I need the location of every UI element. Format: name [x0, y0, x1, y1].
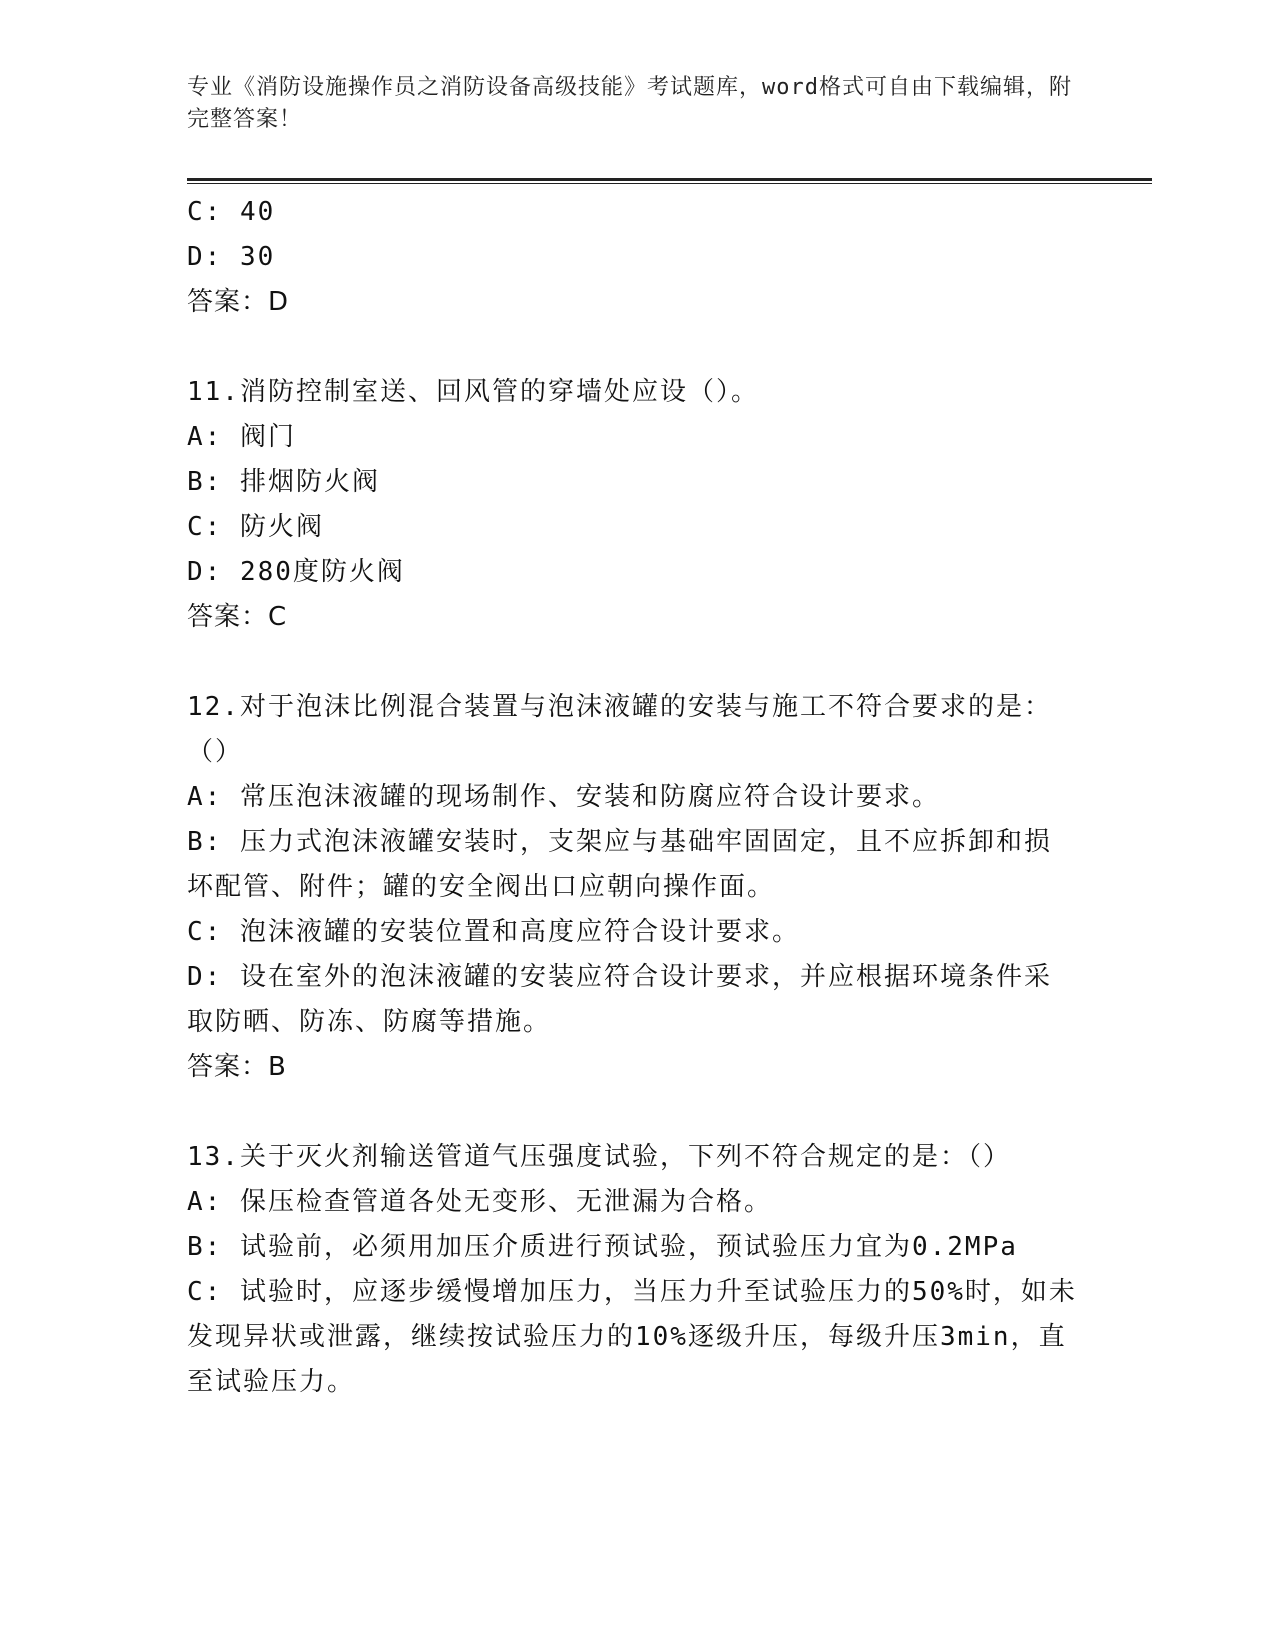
option-a: A: 阀门 [187, 422, 296, 452]
spacer [187, 640, 1077, 685]
option-c: C: 40 [187, 197, 276, 227]
option-d: D: 280度防火阀 [187, 557, 405, 587]
header-divider-thin [187, 183, 1152, 184]
answer-line: 答案：D [187, 287, 290, 317]
answer-line: 答案：B [187, 1052, 287, 1082]
header-text: 专业《消防设施操作员之消防设备高级技能》考试题库，word格式可自由下载编辑，附完整答案！ [187, 75, 1072, 132]
option-b: B: 排烟防火阀 [187, 467, 380, 497]
option-a: A: 常压泡沫液罐的现场制作、安装和防腐应符合设计要求。 [187, 782, 940, 812]
question-content [187, 190, 1077, 1405]
option-c: C: 防火阀 [187, 512, 324, 542]
option-d: D: 设在室外的泡沫液罐的安装应符合设计要求，并应根据环境条件采取防晒、防冻、防腐等措施。 [187, 962, 1052, 1037]
option-b: B: 压力式泡沫液罐安装时，支架应与基础牢固固定，且不应拆卸和损坏配管、附件；罐的安全阀出口应朝向操作面。 [187, 827, 1052, 902]
spacer [187, 1090, 1077, 1135]
option-b: B: 试验前，必须用加压介质进行预试验，预试验压力宜为0.2MPa [187, 1232, 1018, 1262]
header-divider-thick [187, 178, 1152, 181]
option-d: D: 30 [187, 242, 276, 272]
question-10-block [187, 190, 1077, 325]
question-12-block [187, 685, 1077, 1090]
question-text: 13.关于灭火剂输送管道气压强度试验，下列不符合规定的是：（） [187, 1142, 1011, 1172]
spacer [187, 325, 1077, 370]
option-a: A: 保压检查管道各处无变形、无泄漏为合格。 [187, 1187, 772, 1217]
question-text: 12.对于泡沫比例混合装置与泡沫液罐的安装与施工不符合要求的是：（） [187, 692, 1052, 767]
question-11-block [187, 370, 1077, 640]
question-13-block [187, 1135, 1077, 1405]
option-c: C: 泡沫液罐的安装位置和高度应符合设计要求。 [187, 917, 800, 947]
answer-line: 答案：C [187, 602, 288, 632]
option-c: C: 试验时，应逐步缓慢增加压力，当压力升至试验压力的50%时，如未发现异状或泄露，继续按试验压力的10%逐级升压，每级升压3min，直至试验压力。 [187, 1277, 1077, 1397]
page-header [187, 72, 1087, 136]
question-text: 11.消防控制室送、回风管的穿墙处应设（）。 [187, 377, 759, 407]
